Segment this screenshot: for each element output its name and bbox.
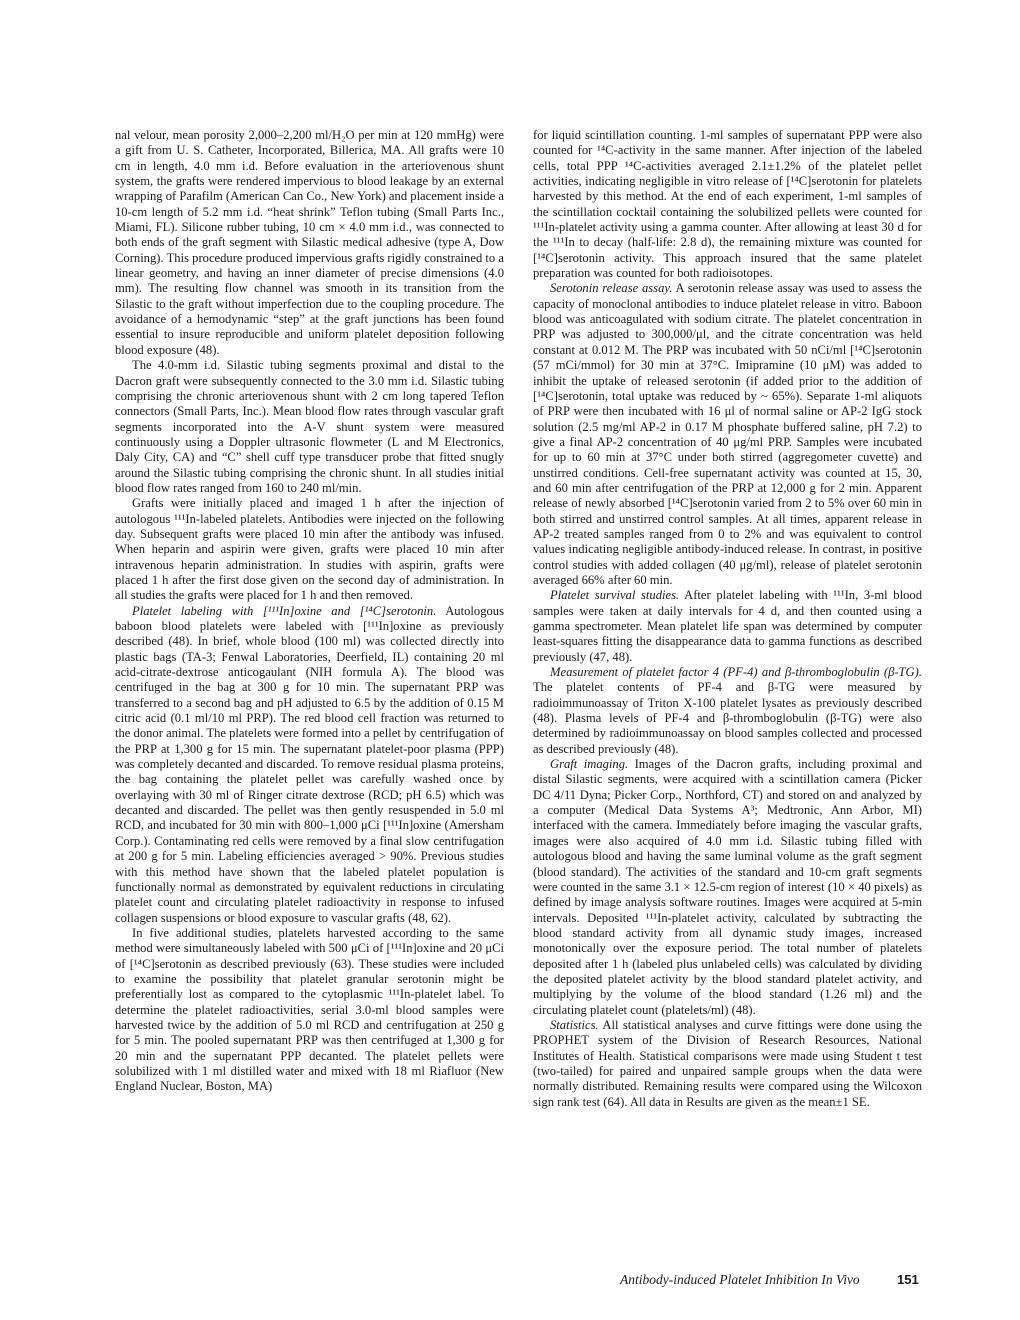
paragraph (533, 757, 922, 1018)
paragraph: for liquid scintillation counting. 1-ml samples of supernatant PPP were also counted for ¹⁴C-activity in the same manner. After injection of the labeled cells, total PPP ¹⁴C-activities averaged 2.1±1.2% of the platelet pellet activities, indicating negligible in vitro release of [¹⁴C]serotonin for platelets harvested by this method. At the end of each experiment, 1-ml samples of the scintillation cocktail containing the solubilized pellets were counted for ¹¹¹In-platelet activity using a gamma counter. After allowing at least 30 d for the ¹¹¹In to decay (half-life: 2.8 d), the remaining mixture was counted for [¹⁴C]serotonin activity. This approach insured that the same platelet preparation was counted for both radioisotopes. (533, 128, 922, 281)
running-title: Antibody-induced Platelet Inhibition In Vivo (620, 1272, 860, 1287)
left-column (115, 128, 504, 1095)
right-column (533, 128, 922, 1110)
section-heading: Graft imaging. (550, 757, 629, 772)
section-heading: Statistics. (550, 1017, 599, 1032)
section-heading: Serotonin release assay. (550, 281, 673, 296)
paragraph (533, 665, 922, 757)
page-number: 151 (897, 1272, 919, 1287)
section-heading: Measurement of platelet factor 4 (PF-4) and β-thromboglobulin (β-TG). (550, 665, 922, 680)
page-footer (620, 1272, 919, 1288)
section-heading: Platelet survival studies. (550, 588, 680, 603)
paragraph (533, 1018, 922, 1110)
paragraph-text: Images of the Dacron grafts, including proximal and distal Silastic segments, were acquired with a scintillation camera (Picker DC 4/11 Dyna; Picker Corp., Northford, CT) and stored on and analyzed by a computer (Medical Data Systems A³; Medtronic, Ann Arbor, MI) interfaced with the camera. Immediately before imaging the vascular grafts, images were also acquired of 4.0 mm i.d. Silastic tubing filled with autologous blood and having the same luminal volume as the graft segment (blood standard). The activities of the standard and 10-cm graft segments were counted in the same 3.1 × 12.5-cm region of interest (10 × 40 pixels) as defined by image analysis software routines. Images were acquired at 5-min intervals. Deposited ¹¹¹In-platelet activity, calculated by subtracting the blood standard activity from all dynamic study images, increased monotonically over the exposure period. The total number of platelets deposited after 1 h (labeled plus unlabeled cells) was calculated by dividing the deposited platelet activity by the blood standard platelet activity, and multiplying by the volume of the blood standard (1.26 ml) and the circulating platelet count (platelets/ml) (48). (533, 757, 922, 1017)
paragraph: Grafts were initially placed and imaged 1 h after the injection of autologous ¹¹¹In-labeled platelets. Antibodies were injected on the following day. Subsequent grafts were placed 10 min after the antibody was infused. When heparin and aspirin were given, grafts were placed 10 min after intravenous heparin administration. In studies with aspirin, grafts were placed 1 h after the first dose given on the second day of administration. In all studies the grafts were placed for 1 h and then removed. (115, 496, 504, 603)
paragraph-text: A serotonin release assay was used to assess the capacity of monoclonal antibodies to induce platelet release in vitro. Baboon blood was anticoagulated with sodium citrate. The platelet concentration in PRP was adjusted to 300,000/μl, and the citrate concentration was held constant at 0.012 M. The PRP was incubated with 50 nCi/ml [¹⁴C]serotonin (57 mCi/mmol) for 30 min at 37°C. Imipramine (10 μM) was added to inhibit the uptake of released serotonin (if added prior to the addition of [¹⁴C]serotonin, total uptake was reduced by ~ 65%). Separate 1-ml aliquots of PRP were then incubated with 16 μl of normal saline or AP-2 IgG stock solution (2.5 mg/ml AP-2 in 0.17 M phosphate buffered saline, pH 7.2) to give a final AP-2 concentration of 40 μg/ml PRP. Samples were incubated for up to 60 min at 37°C under both stirred (aggregometer cuvette) and unstirred conditions. Cell-free supernatant activity was counted at 15, 30, and 60 min after centrifugation of the PRP at 12,000 g for 2 min. Apparent release of newly absorbed [¹⁴C]serotonin varied from 2 to 5% over 60 min in both stirred and unstirred control samples. At all times, apparent release in AP-2 treated samples ranged from 0 to 2% and was equivalent to control values indicating negligible antibody-induced release. In contrast, in positive control studies with added collagen (40 μg/ml), release of platelet serotonin averaged 66% after 60 min. (533, 281, 923, 587)
paragraph-text: All statistical analyses and curve fittings were done using the PROPHET system of the Division of Research Resources, National Institutes of Health. Statistical comparisons were made using Student t test (two-tailed) for paired and unpaired sample groups when the data were normally distributed. Remaining results were compared using the Wilcoxon sign rank test (64). All data in Results are given as the mean±1 SE. (533, 1017, 922, 1109)
paragraph: The 4.0-mm i.d. Silastic tubing segments proximal and distal to the Dacron graft were subsequently connected to the 3.0 mm i.d. Silastic tubing comprising the chronic arteriovenous shunt with 2 cm long tapered Teflon connectors (Small Parts, Inc.). Mean blood flow rates through vascular graft segments incorporated into the A-V shunt system were measured continuously using a Doppler ultrasonic flowmeter (L and M Electronics, Daly City, CA) and “C” shell cuff type transducer probe that fitted snugly around the Silastic tubing comprising the chronic shunt. In all studies initial blood flow rates ranged from 160 to 240 ml/min. (115, 358, 504, 495)
paragraph-text: The platelet contents of PF-4 and β-TG were measured by radioimmunoassay of Triton X-100 platelet lysates as previously described (48). Plasma levels of PF-4 and β-thromboglobulin (β-TG) were also determined by radioimmunoassay on blood samples collected and processed as described previously (48). (533, 680, 922, 756)
paragraph (533, 588, 922, 665)
paragraph-text: After platelet labeling with ¹¹¹In, 3-ml blood samples were taken at daily intervals for 4 d, and then counted using a gamma spectrometer. Mean platelet life span was determined by computer least-squares fitting the disappearance data to gamma functions as described previously (47, 48). (533, 588, 922, 664)
paragraph (115, 604, 504, 926)
paragraph: In five additional studies, platelets harvested according to the same method were simultaneously labeled with 500 μCi of [¹¹¹In]oxine and 20 μCi of [¹⁴C]serotonin as described previously (63). These studies were included to examine the possibility that platelet granular serotonin might be preferentially lost as compared to the cytoplasmic ¹¹¹In-platelet label. To determine the platelet radioactivities, serial 3.0-ml blood samples were harvested twice by the addition of 5.0 ml RCD and centrifugation at 250 g for 5 min. The pooled supernatant PRP was then centrifuged at 1,300 g for 20 min and the supernatant PPP decanted. The platelet pellets were solubilized with 1 ml distilled water and mixed with 18 ml Riafluor (New England Nuclear, Boston, MA) (115, 925, 504, 1094)
section-heading: Platelet labeling with [¹¹¹In]oxine and [¹⁴C]serotonin. (132, 603, 437, 618)
paragraph: nal velour, mean porosity 2,000–2,200 ml/H₂O per min at 120 mmHg) were a gift from U. S. Catheter, Incorporated, Billerica, MA. All grafts were 10 cm in length, 4.0 mm i.d. Before evaluation in the arteriovenous shunt system, the grafts were rendered impervious to blood leakage by an external wrapping of Parafilm (American Can Co., New York) and placement inside a 10-cm length of 5.2 mm i.d. “heat shrink” Teflon tubing (Small Parts Inc., Miami, FL). Silicone rubber tubing, 10 cm × 4.0 mm i.d., was connected to both ends of the graft segment with Silastic medical adhesive (type A, Dow Corning). This procedure produced impervious grafts rigidly constrained to a linear geometry, and having an inner diameter of precise dimensions (4.0 mm). The resulting flow channel was smooth in its transition from the Silastic to the graft without imperfection due to the coupling procedure. The avoidance of a hemodynamic “step” at the graft junctions has been found essential to insure reproducible and uniform platelet deposition following blood exposure (48). (115, 128, 504, 357)
paragraph (533, 281, 922, 588)
paragraph-text: Autologous baboon blood platelets were labeled with [¹¹¹In]oxine as previously described (48). In brief, whole blood (100 ml) was collected directly into plastic bags (TA-3; Fenwal Laboratories, Deerfield, IL) containing 20 ml acid-citrate-dextrose anticogaulant (NIH formula A). The blood was centrifuged in the bag at 300 g for 10 min. The supernatant PRP was transferred to a second bag and pH adjusted to 6.5 by the addition of 0.15 M citric acid (0.1 ml/10 ml PRP). The red blood cell fraction was returned to the donor animal. The platelets were formed into a pellet by centrifugation of the PRP at 1,300 g for 15 min. The supernatant platelet-poor plasma (PPP) was completely decanted and discarded. To remove residual plasma proteins, the bag containing the platelet pellet was carefully washed once by overlaying with 30 ml of Ringer citrate dextrose (RCD; pH 6.5) which was decanted and discarded. The pellet was then gently resuspended in 5.0 ml RCD, and incubated for 30 min with 800–1,000 μCi [¹¹¹In]oxine (Amersham Corp.). Contaminating red cells were removed by a final slow centrifugation at 200 g for 5 min. Labeling efficiencies averaged > 90%. Previous studies with this method have shown that the labeled platelet population is functionally normal as demonstrated by equivalent reductions in circulating platelet count and circulating platelet radioactivity in response to infused collagen suspensions or blood exposure to vascular grafts (48, 62). (115, 603, 504, 925)
